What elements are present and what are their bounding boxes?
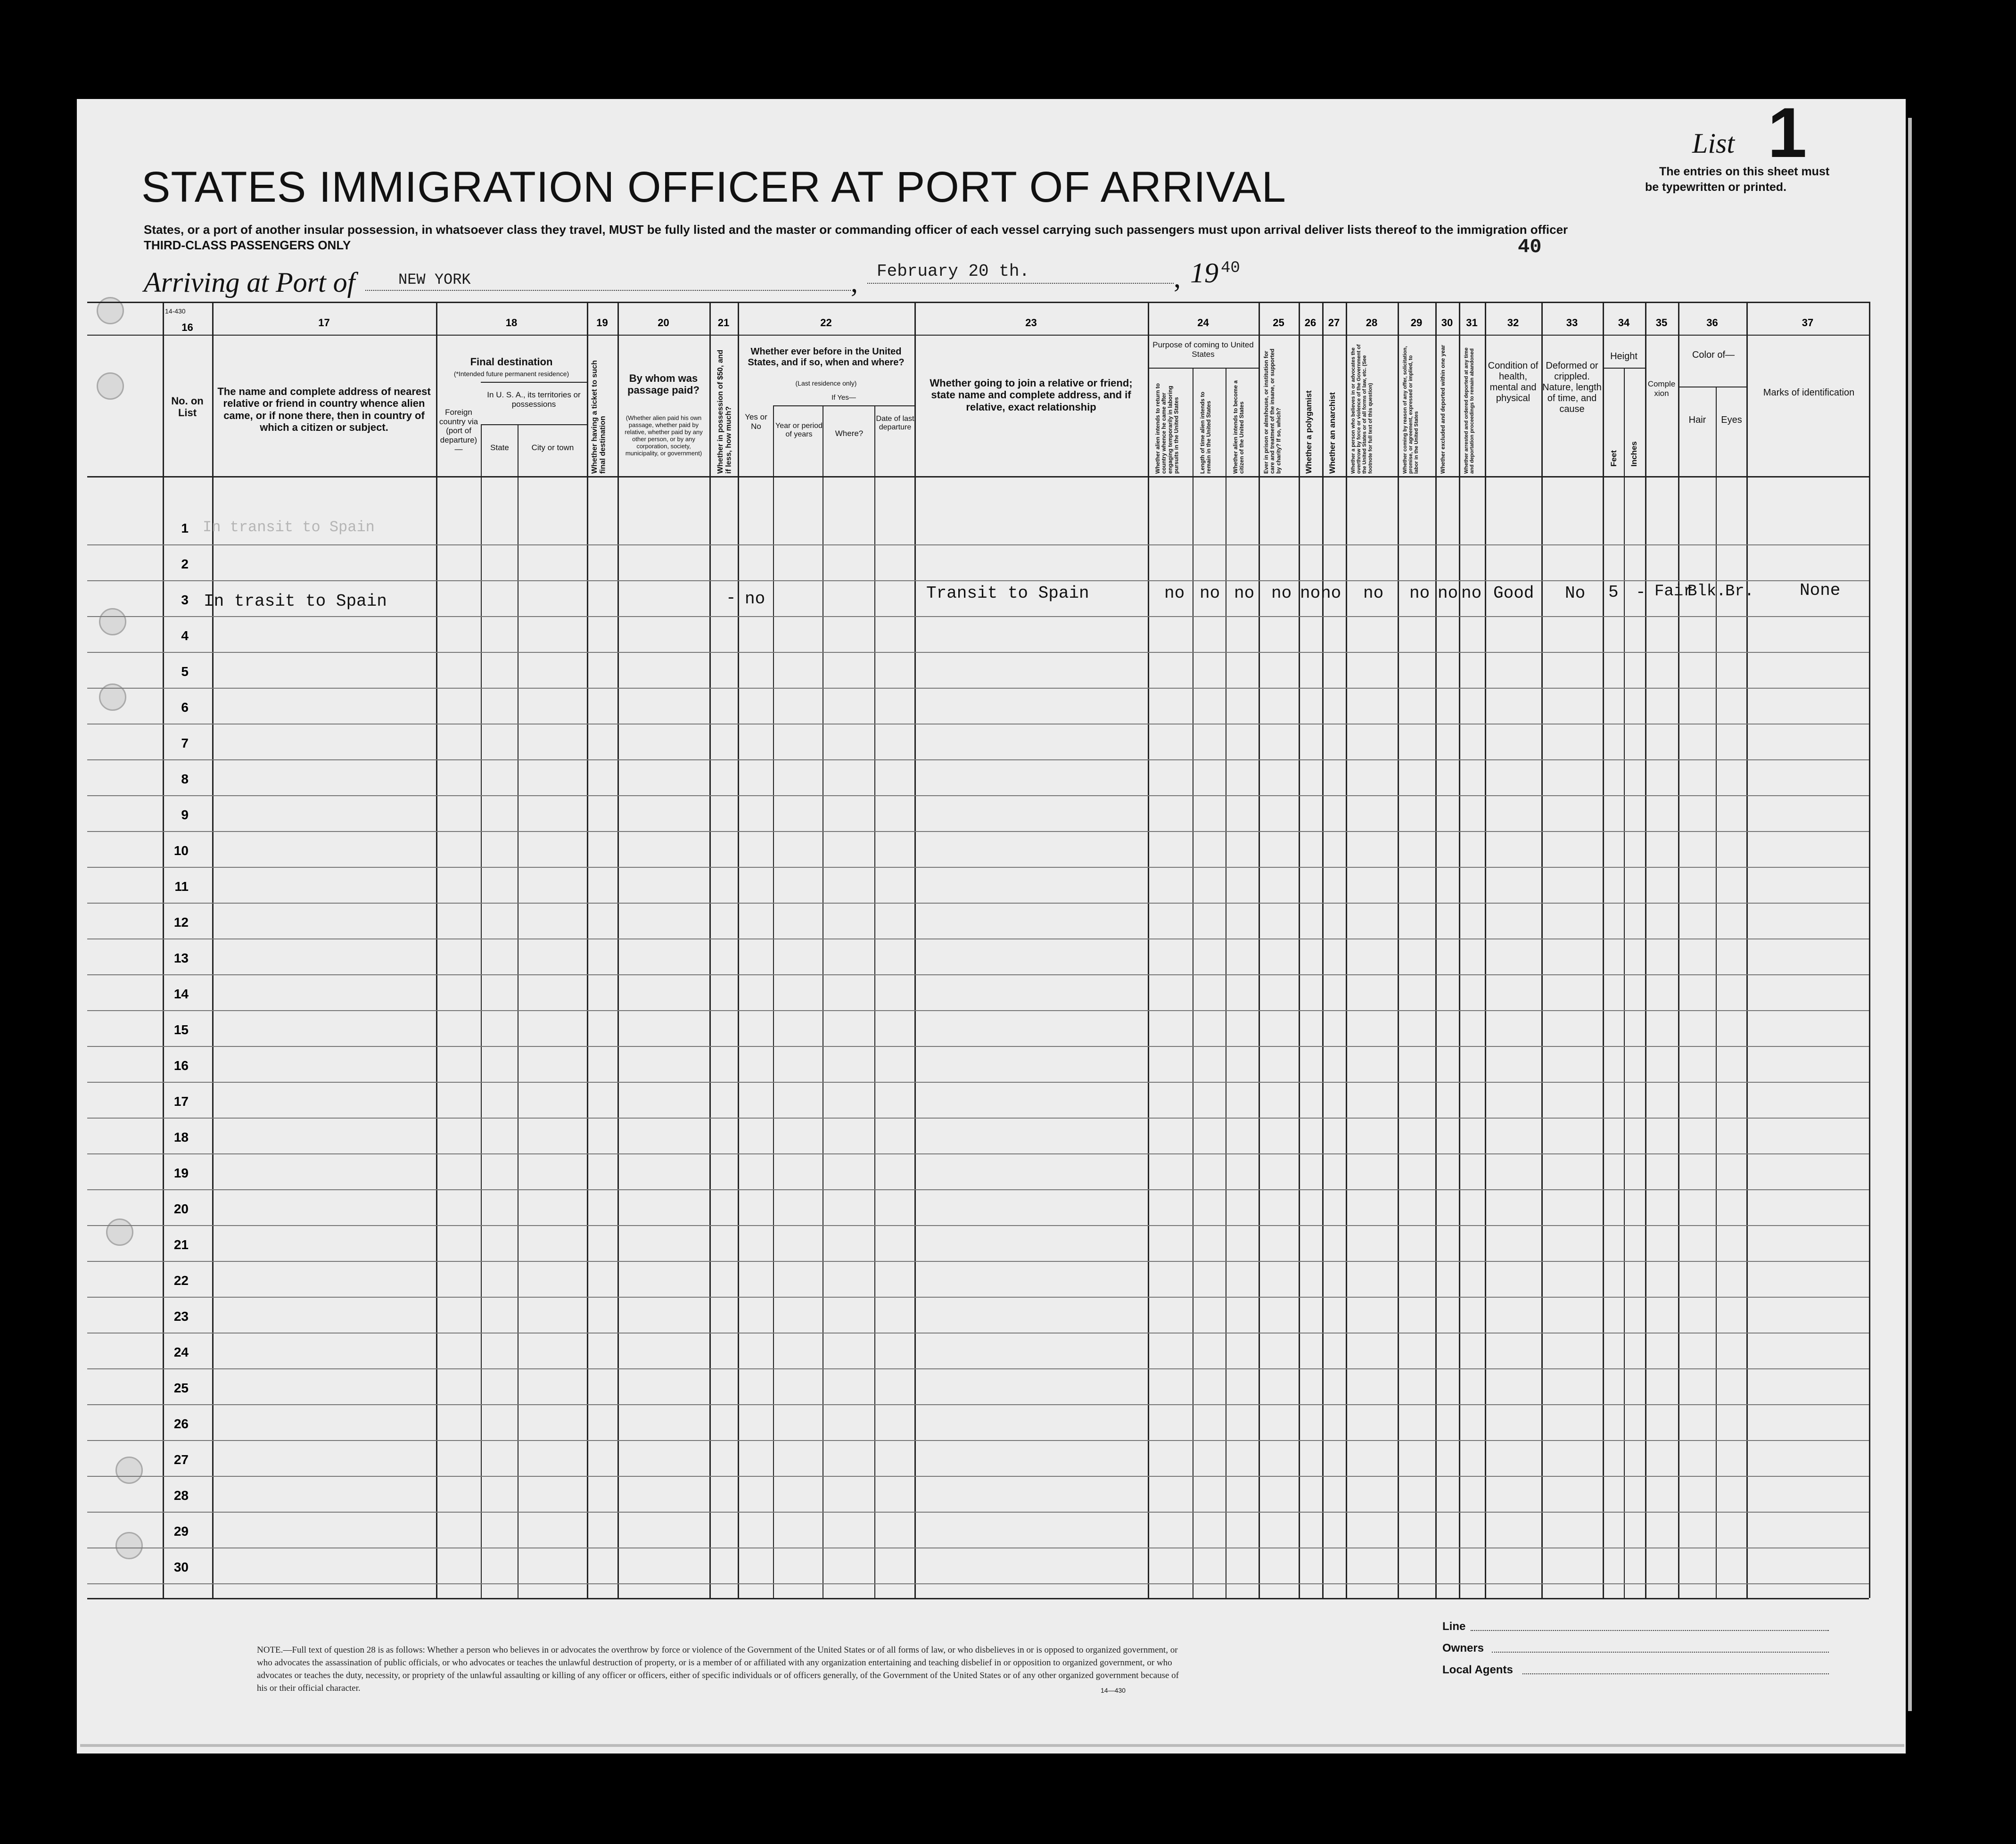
- header-q31: Whether arrested and ordered deported at any time and deportation proceedings to remain abandoned: [1464, 347, 1475, 474]
- row-number: 14: [173, 987, 189, 1001]
- row-number: 15: [173, 1022, 189, 1037]
- row-line: [87, 1082, 1869, 1083]
- complexion-cell: Fair: [1654, 583, 1693, 601]
- purpose-return-cell: no: [1164, 584, 1185, 603]
- row-line: [87, 903, 1869, 904]
- purpose-length-cell: no: [1200, 584, 1220, 603]
- owners-label: Owners: [1442, 1642, 1484, 1655]
- row-number: 28: [173, 1488, 189, 1503]
- header-prison: Ever in prison or almshouse, or institution for care and treatment of the insane, or supported by charity? If so, which?: [1263, 348, 1282, 474]
- row-line: [87, 580, 1869, 581]
- col-divider: [1299, 302, 1300, 1598]
- row-number: 10: [173, 843, 189, 858]
- form-subtitle: States, or a port of another insular possession, in whatsoever class they travel, MUST be fully listed and the master or commanding officer of each vessel carrying such passengers must upon arrival deliver lists thereof to the immigration officer: [144, 222, 1568, 237]
- row-number: 5: [181, 664, 189, 679]
- header-health: Condition of health, mental and physical: [1488, 361, 1539, 403]
- col-divider: [617, 302, 619, 1598]
- header-going-to-join: Whether going to join a relative or friend; state name and complete address, and if relative, exact relationship: [930, 377, 1133, 413]
- header-eyes: Eyes: [1721, 415, 1742, 425]
- row-line: [87, 652, 1869, 653]
- col-divider: [1746, 302, 1748, 1598]
- punch-hole: [99, 608, 126, 635]
- row-line: [87, 974, 1869, 975]
- subheader-rule: [1148, 368, 1259, 369]
- column-number: 31: [1466, 317, 1478, 329]
- col-divider: [481, 424, 482, 1598]
- header-final-destination: Final destination: [470, 356, 553, 368]
- row-number: 29: [173, 1524, 189, 1539]
- row-line: [87, 1333, 1869, 1334]
- header-complexion: Complexion: [1647, 379, 1676, 398]
- column-number: 19: [596, 317, 608, 329]
- feet-cell: 5: [1608, 583, 1619, 602]
- col-divider: [1148, 302, 1149, 1598]
- row-number: 4: [181, 628, 189, 643]
- row-number: 11: [174, 879, 189, 894]
- header-if-yes: If Yes—: [831, 394, 856, 402]
- col-divider: [709, 302, 711, 1598]
- header-year-period: Year or period of years: [775, 422, 823, 439]
- col-divider: [436, 302, 437, 1598]
- polygamist-cell: no: [1300, 584, 1321, 603]
- row-line: [87, 1297, 1869, 1298]
- row-line: [87, 1261, 1869, 1262]
- header-q28: Whether a person who believes in or advocates the overthrow by force or violence of the Government of the United States or of all forms of law, etc. (See footnote for full text of this question): [1350, 344, 1374, 474]
- punch-hole: [97, 372, 124, 400]
- row-number: 20: [173, 1202, 189, 1216]
- header-last-residence: (Last residence only): [795, 379, 857, 387]
- column-number: 35: [1655, 317, 1668, 329]
- column-number: 18: [505, 317, 518, 329]
- q31-cell: no: [1461, 584, 1482, 603]
- row-line: [87, 1404, 1869, 1405]
- punch-hole: [97, 297, 124, 324]
- header-purpose-length: Length of time alien intends to remain in the United States: [1199, 392, 1212, 474]
- header-q29: Whether coming by reason of any offer, solicitation, promise, or agreement, expressed or implied, to labor in the United States: [1402, 346, 1420, 474]
- column-number: 37: [1802, 317, 1814, 329]
- col-divider: [1346, 302, 1347, 1598]
- column-number: 33: [1566, 317, 1578, 329]
- header-ever-before: Whether ever before in the United States, and if so, when and where?: [748, 346, 905, 368]
- port-underline: [365, 290, 851, 292]
- ever-before-cell: no: [745, 589, 765, 609]
- port-name: NEW YORK: [398, 271, 471, 288]
- column-number: 27: [1328, 317, 1340, 329]
- header-color-of: Color of—: [1692, 350, 1735, 360]
- header-bottom-border: [87, 476, 1869, 477]
- column-number: 29: [1410, 317, 1423, 329]
- header-city: City or town: [531, 443, 574, 452]
- row-number: 30: [173, 1560, 189, 1574]
- form-code: 14-430: [165, 307, 186, 315]
- header-state: State: [490, 443, 509, 452]
- row-line: [87, 1440, 1869, 1441]
- col-divider: [914, 302, 916, 1598]
- arriving-label: Arriving at Port of: [144, 267, 355, 298]
- inches-cell: -: [1636, 583, 1646, 602]
- header-polygamist: Whether a polygamist: [1304, 390, 1313, 474]
- header-no-on-list: No. on List: [171, 395, 204, 419]
- header-anarchist: Whether an anarchist: [1328, 392, 1337, 474]
- relative-address-cell: In trasit to Spain: [204, 592, 387, 611]
- owners-field: [1492, 1652, 1829, 1653]
- table-bottom-border: [87, 1598, 1869, 1599]
- row-number: 25: [173, 1381, 189, 1395]
- column-number: 20: [658, 317, 669, 329]
- prison-cell: no: [1271, 584, 1292, 603]
- col-divider: [738, 302, 739, 1598]
- punch-hole: [115, 1532, 143, 1559]
- header-purpose-return: Whether alien intends to return to country whence he came after engaging temporarily in laboring pursuits in the United States: [1154, 383, 1180, 474]
- q28-cell: no: [1363, 584, 1384, 603]
- page-edge: [1908, 118, 1912, 1711]
- header-inches: Inches: [1629, 441, 1638, 467]
- date-underline: [867, 283, 1174, 285]
- row-number: 26: [173, 1416, 189, 1431]
- line-field: [1471, 1630, 1829, 1631]
- header-passage-note: (Whether alien paid his own passage, whether paid by relative, whether paid by any other person, or by any corporation, society, municipality, or government): [625, 414, 703, 457]
- row-number: 17: [173, 1094, 189, 1109]
- column-number: 26: [1304, 317, 1317, 329]
- row-number: 2: [181, 557, 189, 571]
- column-number: 22: [820, 317, 832, 329]
- row-line: [87, 938, 1869, 939]
- col-divider: [1678, 302, 1679, 1598]
- row-line: [87, 1225, 1869, 1226]
- col-divider: [1459, 302, 1460, 1598]
- row-line: [87, 1476, 1869, 1477]
- column-number: 23: [1025, 317, 1037, 329]
- local-agents-label: Local Agents: [1442, 1663, 1513, 1676]
- row-number: 21: [173, 1237, 189, 1252]
- row-line: [87, 1189, 1869, 1190]
- row-number: 3: [181, 593, 189, 607]
- column-number: 24: [1197, 317, 1209, 329]
- row-number: 18: [173, 1130, 189, 1144]
- header-hair: Hair: [1688, 415, 1706, 425]
- col-divider: [1541, 302, 1543, 1598]
- header-height: Height: [1610, 351, 1637, 362]
- comma: ,: [851, 267, 858, 298]
- row-line: [87, 688, 1869, 689]
- punch-hole: [106, 1218, 133, 1246]
- header-rule: [87, 335, 1869, 336]
- local-agents-field: [1522, 1673, 1829, 1674]
- row-line: [87, 1046, 1869, 1047]
- column-number: 17: [318, 317, 330, 329]
- row-number: 27: [173, 1452, 189, 1467]
- col-divider: [212, 302, 214, 1598]
- row-number: 22: [173, 1273, 189, 1288]
- header-in-usa: In U. S. A., its territories or possessions: [487, 390, 581, 409]
- list-label: List: [1692, 128, 1735, 159]
- header-yes-no: Yes or No: [745, 412, 767, 431]
- row-line: [87, 795, 1869, 796]
- column-number: 21: [717, 317, 730, 329]
- row-line: [87, 1368, 1869, 1369]
- row-number: 13: [173, 951, 189, 965]
- row-number: 7: [181, 736, 189, 750]
- col-divider: [1485, 302, 1486, 1598]
- year-suffix: 40: [1221, 259, 1240, 277]
- class-line: THIRD-CLASS PASSENGERS ONLY: [144, 238, 351, 252]
- header-relative-address: The name and complete address of nearest relative or friend in country whence alien came, or if none there, then in country of which a citizen or subject.: [217, 386, 431, 433]
- row-number: 12: [173, 915, 189, 930]
- row-number: 23: [173, 1309, 189, 1324]
- col-divider: [1322, 302, 1324, 1598]
- entries-note: be typewritten or printed.: [1645, 181, 1787, 194]
- row-line: [87, 1153, 1869, 1154]
- subheader-rule: [481, 424, 587, 425]
- row-line: [87, 1512, 1869, 1513]
- going-to-join-cell: Transit to Spain: [926, 584, 1089, 603]
- faint-entry: In transit to Spain: [203, 519, 375, 536]
- money-cell: -: [726, 588, 736, 608]
- header-foreign-country: Foreign country via (port of departure)—: [439, 408, 478, 454]
- col-divider: [1259, 302, 1260, 1598]
- purpose-citizen-cell: no: [1234, 584, 1255, 603]
- list-number: 1: [1768, 93, 1807, 172]
- header-marks: Marks of identification: [1763, 387, 1855, 398]
- row-line: [87, 831, 1869, 832]
- row-number: 1: [181, 521, 189, 535]
- header-q30: Whether excluded and deported within one year: [1440, 345, 1446, 474]
- footer-form-code: 14—430: [1101, 1687, 1126, 1694]
- marks-cell: None: [1800, 581, 1841, 600]
- header-feet: Feet: [1609, 450, 1618, 467]
- col-divider: [1645, 302, 1646, 1598]
- q30-cell: no: [1438, 584, 1458, 603]
- header-ticket: Whether having a ticket to such final destination: [591, 360, 607, 474]
- col-divider: [874, 405, 875, 1598]
- anarchist-cell: no: [1321, 584, 1341, 603]
- header-deformed: Deformed or crippled. Nature, length of time, and cause: [1542, 361, 1602, 414]
- row-line: [87, 544, 1869, 545]
- row-number: 19: [173, 1166, 189, 1180]
- row-line: [87, 1118, 1869, 1119]
- row-line: [87, 1010, 1869, 1011]
- row-line: [87, 1583, 1869, 1584]
- col-divider: [587, 302, 588, 1598]
- row-line: [87, 616, 1869, 617]
- col-divider: [163, 302, 164, 1598]
- passenger-count: 40: [1518, 236, 1542, 258]
- header-passage-paid: By whom was passage paid?: [627, 372, 699, 396]
- table-top-border: [87, 302, 1869, 303]
- header-money: Whether in possession of $50, and if less, how much?: [716, 349, 733, 474]
- column-number: 32: [1507, 317, 1519, 329]
- header-where: Where?: [835, 429, 864, 438]
- col-divider: [1716, 387, 1717, 1598]
- eyes-cell: Br.: [1725, 583, 1754, 601]
- row-line: [87, 867, 1869, 868]
- column-number: 30: [1441, 317, 1453, 329]
- header-last-departure: Date of last departure: [876, 415, 914, 432]
- col-divider: [773, 405, 774, 1598]
- col-divider: [1603, 302, 1604, 1598]
- manifest-sheet: [77, 99, 1906, 1753]
- row-number: 6: [181, 700, 189, 715]
- subheader-rule: [1603, 368, 1645, 369]
- column-number: 28: [1366, 317, 1378, 329]
- row-number: 8: [181, 772, 189, 786]
- row-number: 16: [173, 1058, 189, 1073]
- row-line: [87, 759, 1869, 760]
- year-prefix: 19: [1190, 257, 1218, 288]
- entries-note: The entries on this sheet must: [1659, 165, 1830, 178]
- col-divider: [1869, 302, 1870, 1598]
- subheader-rule: [773, 405, 914, 406]
- column-number: 34: [1618, 317, 1630, 329]
- line-label: Line: [1442, 1620, 1466, 1633]
- col-divider: [1435, 302, 1437, 1598]
- column-number: 25: [1273, 317, 1284, 329]
- col-divider: [1624, 368, 1625, 1598]
- footnote: NOTE.—Full text of question 28 is as follows: Whether a person who believes in or advocates the overthrow by force or violence of the Government of the United States or of all forms of law, or who disbelieves in or is opposed to organized government, or who advocates the assassination of public officials, or who advocates or teaches the unlawful destruction of property, or is a member of or affiliated with any organization entertaining and teaching disbelief in or opposition to organized government, or who advocates or teaches the duty, necessity, or propriety of the unlawful assaulting or killing of any officer or officers, either of specific individuals or of officers generally, of the Government of the United States or of any other organized government because of his or their official character.: [257, 1645, 1179, 1693]
- hair-cell: Blk.: [1687, 583, 1726, 601]
- punch-hole: [115, 1457, 143, 1484]
- col-divider: [1398, 302, 1399, 1598]
- arrival-date: February 20 th.: [877, 262, 1030, 281]
- header-purpose-citizen: Whether alien intends to become a citizen of the United States: [1232, 380, 1245, 474]
- q29-cell: no: [1409, 584, 1430, 603]
- page-edge: [80, 1744, 1904, 1747]
- row-number: 9: [181, 807, 189, 822]
- subheader-rule: [481, 382, 587, 383]
- deformed-cell: No: [1565, 584, 1586, 603]
- form-title: STATES IMMIGRATION OFFICER AT PORT OF ARRIVAL: [141, 163, 1286, 211]
- column-number: 16: [181, 321, 193, 333]
- header-final-destination-note: (*Intended future permanent residence): [453, 370, 569, 378]
- comma: ,: [1174, 262, 1181, 293]
- header-purpose: Purpose of coming to United States: [1152, 340, 1254, 359]
- health-cell: Good: [1493, 584, 1534, 603]
- column-number: 36: [1706, 317, 1718, 329]
- row-number: 24: [173, 1345, 189, 1359]
